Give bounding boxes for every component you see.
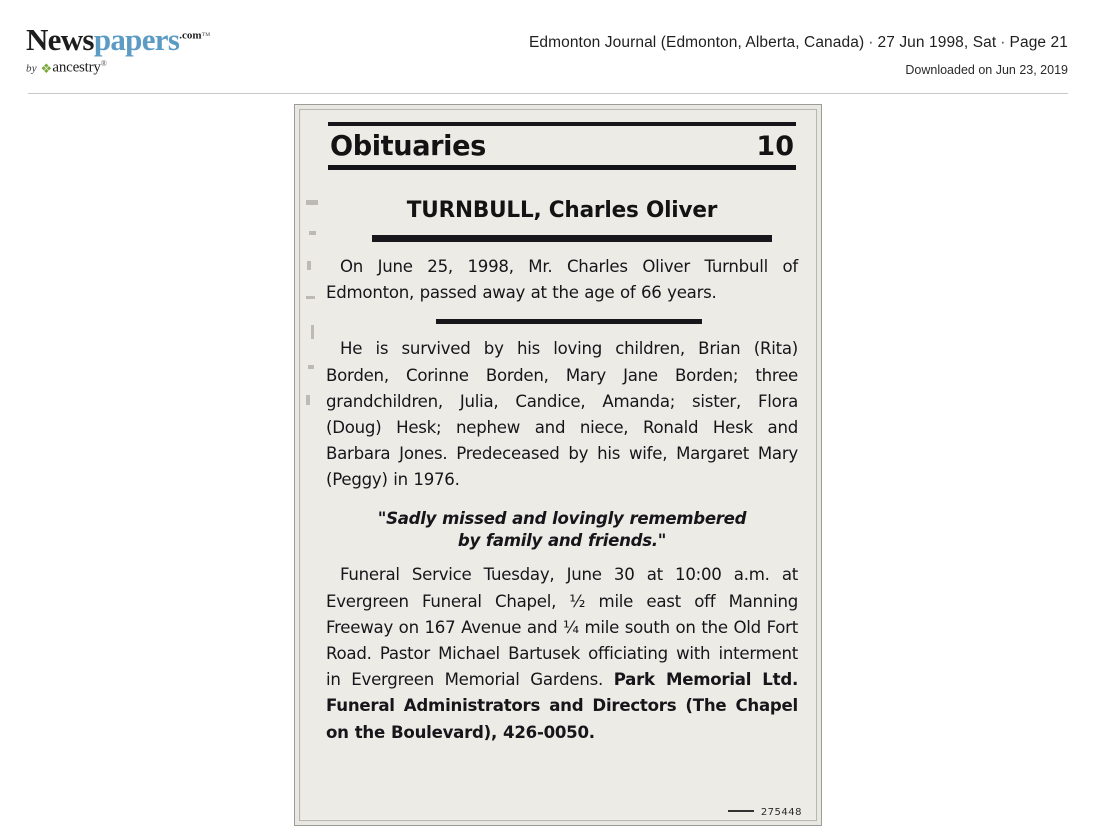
obituary-paragraph-2: He is survived by his loving children, Brian (Rita) Borden, Corinne Borden, Mary Jane Borden; three grandchildren, Julia, Candice, Amanda; sister, Flora (Doug) Hesk; nephew and niece, Ronald Hesk and Barbara Jones. Predeceased by his wife, Margaret Mary (Peggy) in 1976.: [326, 339, 798, 490]
obituary-quote-line-2: by family and friends.": [457, 531, 667, 551]
obituary-paragraph-3: [326, 562, 798, 745]
obituary-quote-line-1: "Sadly missed and lovingly remembered: [377, 508, 747, 528]
clip-id-rule: [728, 810, 754, 812]
source-page: Page 21: [1009, 34, 1068, 51]
meta-separator-1: ·: [868, 34, 874, 51]
meta-separator-2: ·: [1000, 34, 1006, 51]
name-underline-rule: [372, 235, 772, 242]
brand-domain: .com: [179, 29, 202, 42]
obituary-name: TURNBULL, Charles Oliver: [406, 198, 718, 223]
masthead-bottom-rule: [328, 165, 796, 170]
section-title: Obituaries: [330, 129, 486, 162]
newspaper-clipping[interactable]: [294, 104, 822, 826]
brand-word-papers: papers: [93, 22, 180, 57]
article-body: [300, 110, 816, 820]
source-publication: Edmonton Journal (Edmonton, Alberta, Canada): [528, 34, 865, 51]
page-header: [0, 0, 1094, 94]
obituary-text: [326, 254, 798, 746]
clipping-scan-area: [299, 109, 817, 821]
funeral-details-text: Funeral Service Tuesday, June 30 at 10:00 a.m. at Evergreen Funeral Chapel, ½ mile east off Manning Freeway on 167 Avenue and ¼ mile south on the Old Fort Road. Pastor Michael Bartusek officiating with interment in Evergreen Memorial Gardens.: [326, 565, 798, 690]
brand-word-news: News: [26, 22, 94, 57]
obituary-quote: [326, 508, 798, 553]
masthead: [326, 126, 798, 162]
clip-id: 275448: [760, 807, 802, 818]
newspapers-logo[interactable]: [26, 24, 286, 77]
section-page-number: 10: [756, 131, 794, 162]
source-date: 27 Jun 1998, Sat: [877, 34, 997, 51]
downloaded-on-label: Downloaded on Jun 23, 2019: [905, 63, 1068, 77]
brand-trademark: ™: [201, 30, 210, 41]
source-metadata-line: [529, 34, 1068, 52]
header-divider: [28, 93, 1068, 94]
ancestry-leaf-icon: ❖: [40, 60, 53, 76]
source-metadata: [529, 34, 1068, 77]
brand-byline: [26, 59, 286, 77]
brand-ancestry-trademark: ®: [100, 59, 108, 68]
brand-by-label: by: [26, 62, 37, 75]
brand-ancestry-label: ancestry: [52, 59, 101, 76]
obituary-paragraph-1: On June 25, 1998, Mr. Charles Oliver Turnbull of Edmonton, passed away at the age of 66 years.: [326, 257, 798, 303]
funeral-home-text: Park Memorial Ltd. Funeral Administrators and Directors (The Chapel on the Boulevard), 426-0050.: [326, 670, 798, 742]
paragraph-divider-rule: [436, 319, 702, 324]
brand-wordmark: [26, 24, 286, 55]
